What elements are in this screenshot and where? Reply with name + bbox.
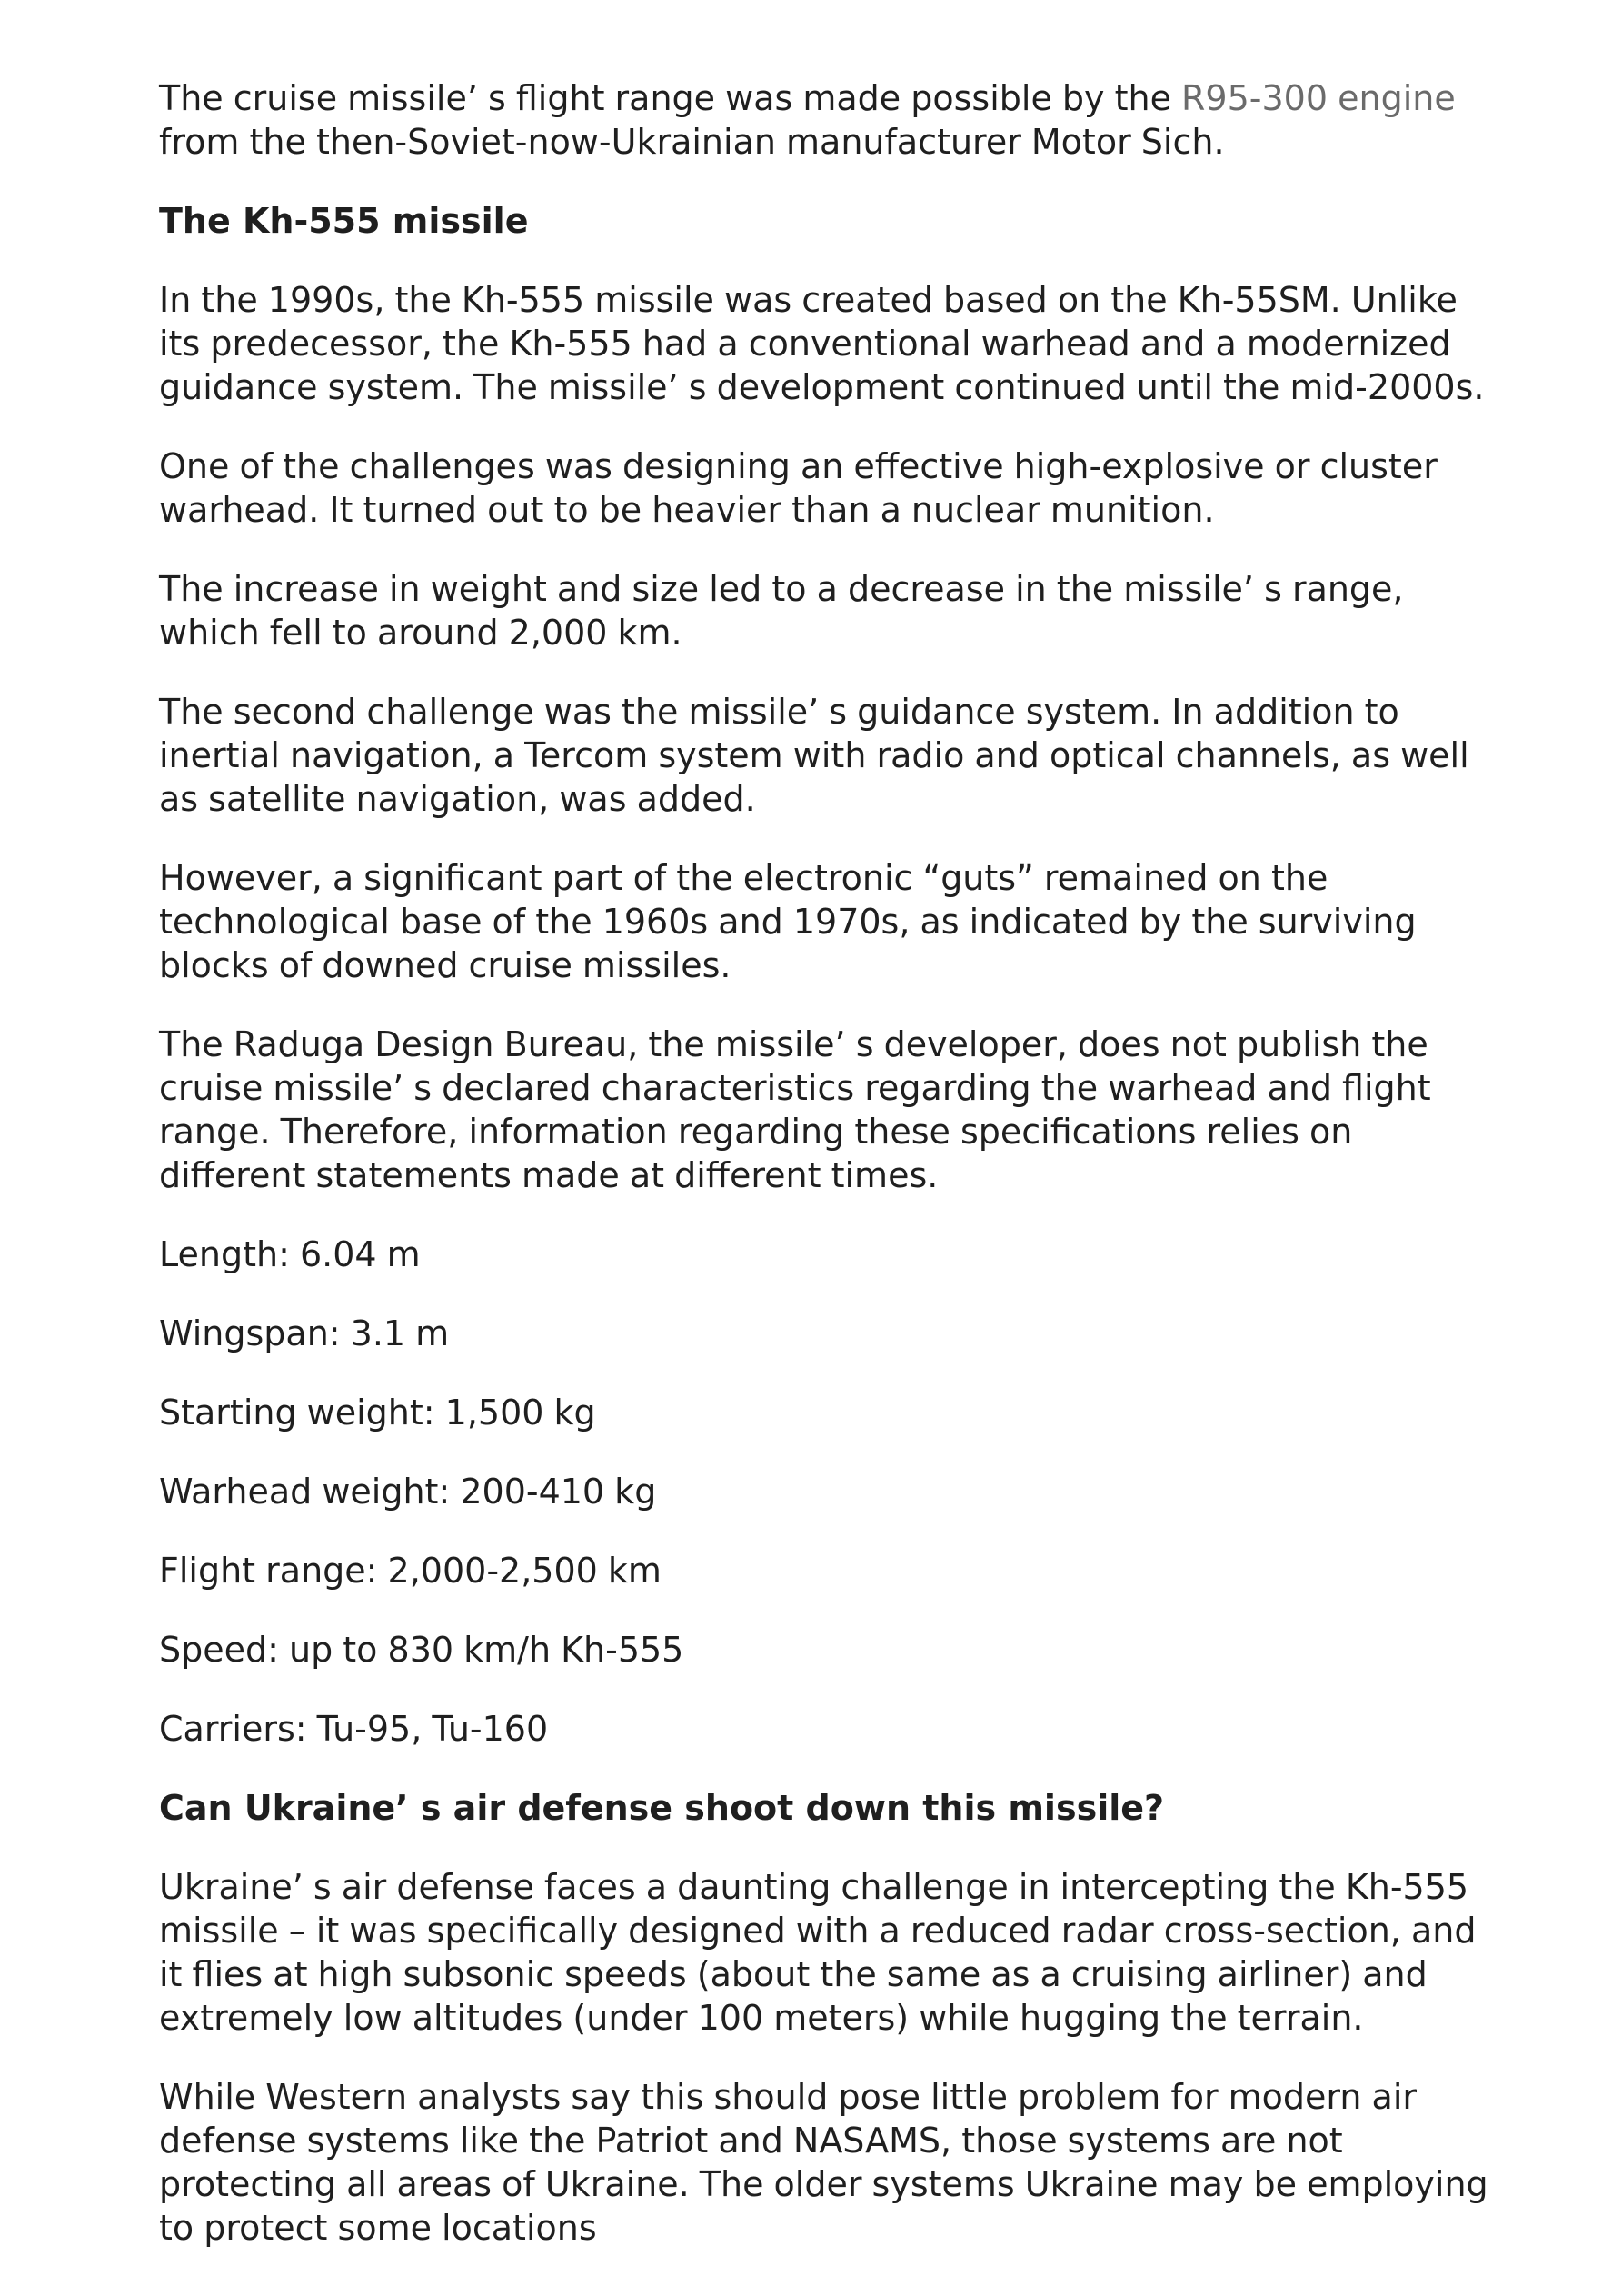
section-heading-air-defense: Can Ukraine’ s air defense shoot down this missile? — [159, 1788, 1165, 1828]
paragraph: While Western analysts say this should pose little problem for modern air defense systems like the Patriot and NASAMS, those systems are not protecting all areas of Ukraine. The older systems Ukraine may be employing to protect some locations — [159, 2077, 1488, 2248]
intro-paragraph — [159, 76, 1495, 164]
paragraph: One of the challenges was designing an effective high-explosive or cluster warhead. It turned out to be heavier than a nuclear munition. — [159, 446, 1438, 530]
spec-wingspan: Wingspan: 3.1 m — [159, 1313, 450, 1353]
intro-text-before-link: The cruise missile’ s flight range was made possible by the — [159, 78, 1182, 118]
engine-link[interactable]: R95-300 engine — [1181, 78, 1456, 118]
paragraph: The Raduga Design Bureau, the missile’ s developer, does not publish the cruise missile’ s declared characteristics regarding the warhead and flight range. Therefore, information regarding these specifications relies on different statements made at different times. — [159, 1024, 1431, 1195]
spec-warhead-weight: Warhead weight: 200-410 kg — [159, 1472, 657, 1512]
paragraph: The second challenge was the missile’ s guidance system. In addition to inertial navigation, a Tercom system with radio and optical channels, as well as satellite navigation, was added. — [159, 692, 1469, 819]
paragraph: In the 1990s, the Kh-555 missile was created based on the Kh-55SM. Unlike its predecessor, the Kh-555 had a conventional warhead and a modernized guidance system. The missile’ s development continued until the mid-2000s. — [159, 280, 1485, 407]
paragraph: The increase in weight and size led to a decrease in the missile’ s range, which fell to around 2,000 km. — [159, 569, 1404, 653]
spec-flight-range: Flight range: 2,000-2,500 km — [159, 1551, 662, 1591]
intro-text-after-link: from the then-Soviet-now-Ukrainian manufacturer Motor Sich. — [159, 122, 1225, 162]
section-heading-kh555: The Kh-555 missile — [159, 201, 529, 241]
spec-speed: Speed: up to 830 km/h Kh-555 — [159, 1630, 684, 1670]
document-page — [159, 76, 1495, 2285]
paragraph: However, a significant part of the electronic “guts” remained on the technological base of the 1960s and 1970s, as indicated by the surviving blocks of downed cruise missiles. — [159, 858, 1417, 985]
spec-starting-weight: Starting weight: 1,500 kg — [159, 1393, 596, 1433]
paragraph: Ukraine’ s air defense faces a daunting challenge in intercepting the Kh-555 missile – it was specifically designed with a reduced radar cross-section, and it flies at high subsonic speeds (about the same as a cruising airliner) and extremely low altitudes (under 100 meters) while hugging the terrain. — [159, 1867, 1477, 2038]
spec-carriers: Carriers: Tu-95, Tu-160 — [159, 1709, 549, 1749]
spec-length: Length: 6.04 m — [159, 1234, 421, 1274]
